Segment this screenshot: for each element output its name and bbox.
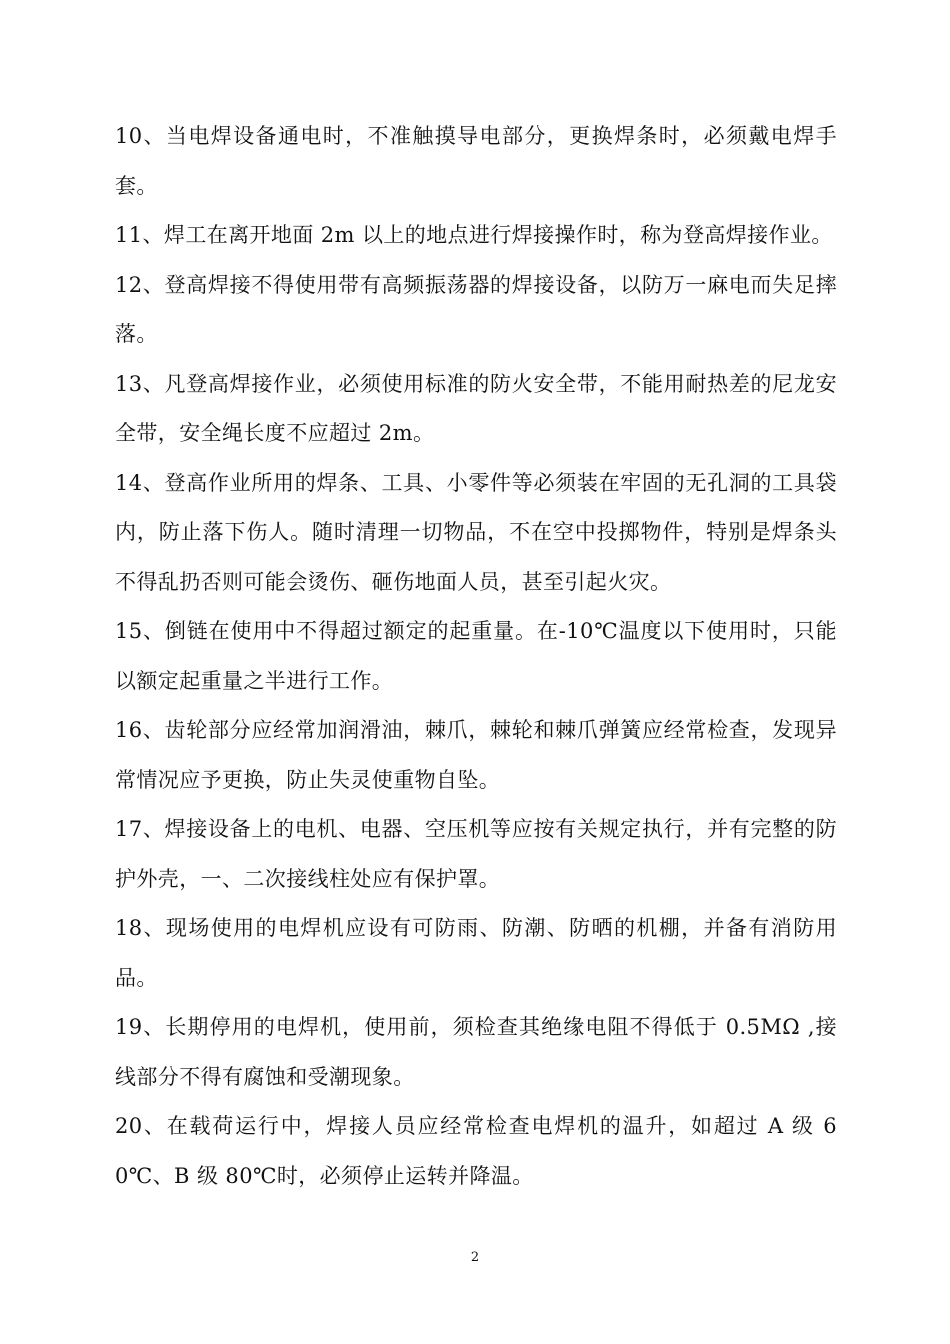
rule-paragraph-13: 13、凡登高焊接作业，必须使用标准的防火安全带，不能用耐热差的尼龙安全带，安全绳长度不应超过 2m。 — [115, 371, 837, 445]
rule-paragraph-10: 10、当电焊设备通电时，不准触摸导电部分，更换焊条时，必须戴电焊手套。 — [115, 124, 837, 198]
rule-paragraph-11: 11、焊工在离开地面 2m 以上的地点进行焊接操作时，称为登高焊接作业。 — [115, 223, 833, 247]
rule-paragraph-15: 15、倒链在使用中不得超过额定的起重量。在-10℃温度以下使用时，只能以额定起重量之半进行工作。 — [115, 619, 837, 693]
document-body — [115, 112, 837, 1201]
rule-paragraph-14: 14、登高作业所用的焊条、工具、小零件等必须装在牢固的无孔洞的工具袋内，防止落下伤人。随时清理一切物品，不在空中投掷物件，特别是焊条头不得乱扔否则可能会烫伤、砸伤地面人员，甚至引起火灾。 — [115, 470, 837, 594]
rule-paragraph-20: 20、在载荷运行中，焊接人员应经常检查电焊机的温升，如超过 A 级 60℃、B 级 80℃时，必须停止运转并降温。 — [115, 1114, 837, 1188]
rule-paragraph-18: 18、现场使用的电焊机应设有可防雨、防潮、防晒的机棚，并备有消防用品。 — [115, 916, 837, 990]
rule-paragraph-19: 19、长期停用的电焊机，使用前，须检查其绝缘电阻不得低于 0.5MΩ ,接线部分不得有腐蚀和受潮现象。 — [115, 1015, 837, 1089]
rule-paragraph-17: 17、焊接设备上的电机、电器、空压机等应按有关规定执行，并有完整的防护外壳，一、二次接线柱处应有保护罩。 — [115, 817, 837, 891]
rule-paragraph-12: 12、登高焊接不得使用带有高频振荡器的焊接设备，以防万一麻电而失足摔落。 — [115, 272, 837, 346]
page-number: 2 — [470, 1250, 480, 1265]
rule-paragraph-16: 16、齿轮部分应经常加润滑油，棘爪，棘轮和棘爪弹簧应经常检查，发现异常情况应予更换，防止失灵使重物自坠。 — [115, 718, 837, 792]
